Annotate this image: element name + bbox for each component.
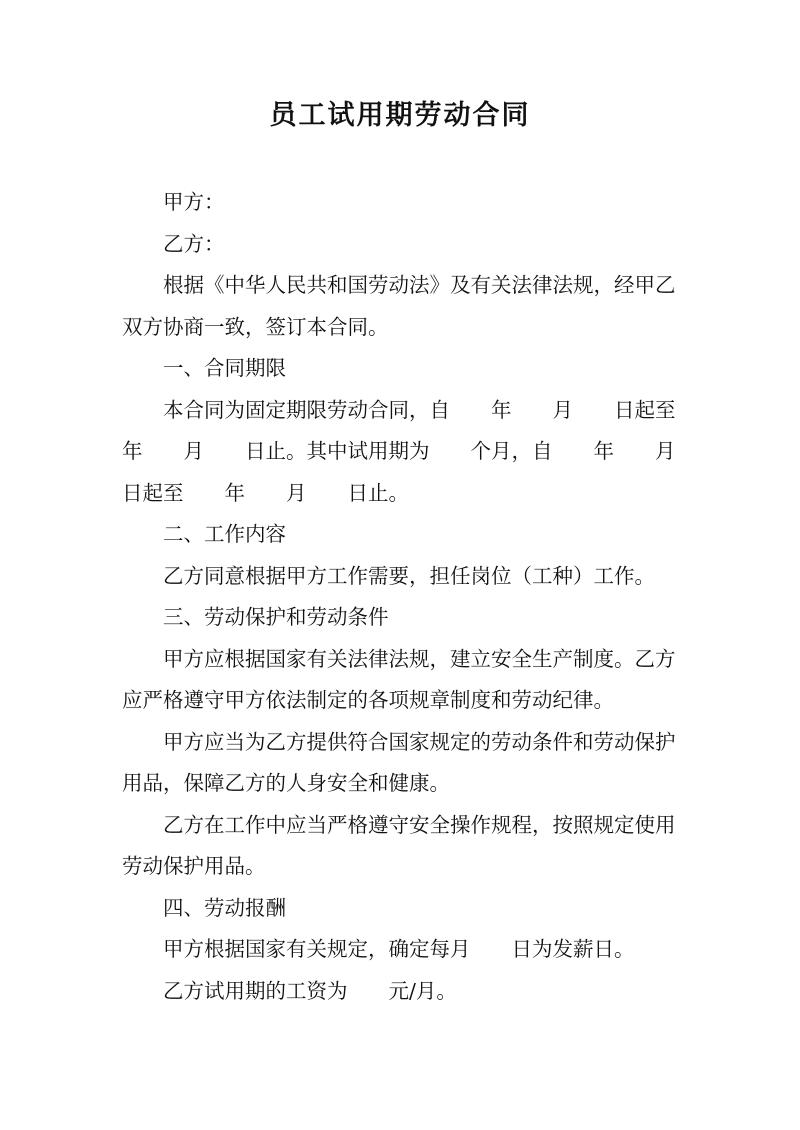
section-heading-work-content: 二、工作内容 bbox=[163, 522, 286, 546]
document-body bbox=[122, 182, 717, 1012]
section-heading-remuneration: 四、劳动报酬 bbox=[163, 895, 286, 920]
party-a-line: 甲方： bbox=[163, 190, 225, 214]
labor-protection-paragraph-2: 甲方应当为乙方提供符合国家规定的劳动条件和劳动保护用品，保障乙方的人身安全和健康。 bbox=[122, 729, 676, 795]
preamble-paragraph: 根据《中华人民共和国劳动法》及有关法律法规，经甲乙双方协商一致，签订本合同。 bbox=[122, 273, 676, 339]
section-heading-labor-protection: 三、劳动保护和劳动条件 bbox=[163, 605, 389, 629]
labor-protection-paragraph-1: 甲方应根据国家有关法律法规，建立安全生产制度。乙方应严格遵守甲方依法制定的各项规章制度和劳动纪律。 bbox=[122, 646, 676, 712]
labor-protection-paragraph-3: 乙方在工作中应当严格遵守安全操作规程，按照规定使用劳动保护用品。 bbox=[122, 812, 676, 878]
party-b-line: 乙方： bbox=[163, 231, 225, 256]
remuneration-paragraph-2: 乙方试用期的工资为 元/月。 bbox=[163, 978, 457, 1003]
section-heading-term: 一、合同期限 bbox=[163, 356, 286, 380]
work-content-paragraph: 乙方同意根据甲方工作需要，担任岗位（工种）工作。 bbox=[163, 563, 655, 588]
remuneration-paragraph-1: 甲方根据国家有关规定，确定每月 日为发薪日。 bbox=[163, 937, 635, 961]
document-title: 员工试用期劳动合同 bbox=[269, 100, 531, 131]
term-paragraph: 本合同为固定期限劳动合同，自 年 月 日起至年 月 日止。其中试用期为 个月，自 年 月 日起至 年 月 日止。 bbox=[122, 397, 717, 505]
